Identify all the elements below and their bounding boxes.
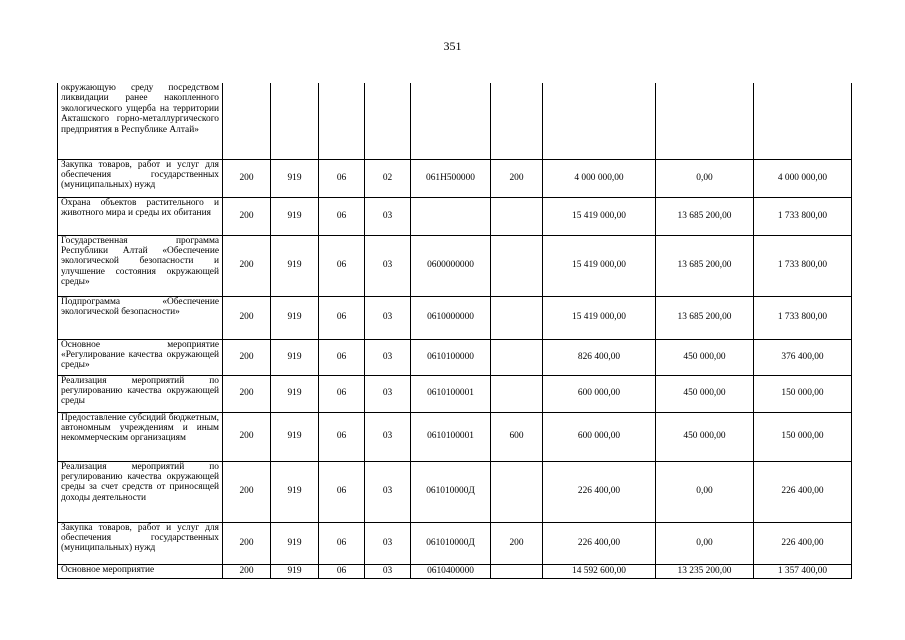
cell-sum2: 450 000,00 bbox=[656, 339, 754, 375]
cell-rz bbox=[319, 83, 365, 159]
cell-pr: 03 bbox=[365, 339, 411, 375]
cell-sum2 bbox=[656, 83, 754, 159]
table-row bbox=[58, 235, 852, 296]
cell-pr: 03 bbox=[365, 461, 411, 522]
budget-table bbox=[57, 83, 852, 579]
cell-ved: 919 bbox=[271, 197, 319, 235]
cell-rz: 06 bbox=[319, 461, 365, 522]
cell-sum3: 150 000,00 bbox=[754, 412, 852, 461]
cell-sum3 bbox=[754, 83, 852, 159]
cell-ved: 919 bbox=[271, 159, 319, 197]
row-name: Основное мероприятие «Регулирование качества окружающей среды» bbox=[58, 339, 223, 375]
cell-sum2: 450 000,00 bbox=[656, 412, 754, 461]
cell-rz: 06 bbox=[319, 339, 365, 375]
cell-sum1: 600 000,00 bbox=[543, 412, 656, 461]
table-row bbox=[58, 83, 852, 159]
cell-sum1: 226 400,00 bbox=[543, 522, 656, 564]
cell-admin: 200 bbox=[223, 339, 271, 375]
cell-sum1: 826 400,00 bbox=[543, 339, 656, 375]
table-row bbox=[58, 522, 852, 564]
cell-csr bbox=[411, 83, 491, 159]
cell-vr bbox=[491, 375, 543, 412]
cell-rz: 06 bbox=[319, 564, 365, 578]
table-row bbox=[58, 375, 852, 412]
cell-admin: 200 bbox=[223, 197, 271, 235]
cell-sum2: 0,00 bbox=[656, 522, 754, 564]
cell-sum1: 14 592 600,00 bbox=[543, 564, 656, 578]
cell-pr: 03 bbox=[365, 375, 411, 412]
cell-pr: 03 bbox=[365, 197, 411, 235]
cell-vr bbox=[491, 339, 543, 375]
table-row bbox=[58, 564, 852, 578]
cell-sum3: 1 357 400,00 bbox=[754, 564, 852, 578]
cell-vr bbox=[491, 197, 543, 235]
cell-pr: 02 bbox=[365, 159, 411, 197]
cell-csr: 0600000000 bbox=[411, 235, 491, 296]
cell-vr bbox=[491, 461, 543, 522]
cell-ved: 919 bbox=[271, 339, 319, 375]
cell-csr: 0610000000 bbox=[411, 296, 491, 339]
row-name: Закупка товаров, работ и услуг для обеспечения государственных (муниципальных) нужд bbox=[58, 522, 223, 564]
cell-vr: 600 bbox=[491, 412, 543, 461]
cell-admin bbox=[223, 83, 271, 159]
cell-pr bbox=[365, 83, 411, 159]
row-name: Основное мероприятие bbox=[58, 564, 223, 578]
cell-admin: 200 bbox=[223, 564, 271, 578]
table-row bbox=[58, 339, 852, 375]
cell-rz: 06 bbox=[319, 375, 365, 412]
cell-vr: 200 bbox=[491, 522, 543, 564]
cell-rz: 06 bbox=[319, 296, 365, 339]
cell-csr bbox=[411, 197, 491, 235]
cell-admin: 200 bbox=[223, 522, 271, 564]
cell-csr: 0610100000 bbox=[411, 339, 491, 375]
cell-ved: 919 bbox=[271, 522, 319, 564]
cell-sum3: 150 000,00 bbox=[754, 375, 852, 412]
cell-sum1: 4 000 000,00 bbox=[543, 159, 656, 197]
cell-sum1 bbox=[543, 83, 656, 159]
table-row bbox=[58, 412, 852, 461]
cell-csr: 061Н500000 bbox=[411, 159, 491, 197]
cell-sum2: 13 235 200,00 bbox=[656, 564, 754, 578]
row-name: Подпрограмма «Обеспечение экологической безопасности» bbox=[58, 296, 223, 339]
cell-vr bbox=[491, 564, 543, 578]
table-row bbox=[58, 159, 852, 197]
row-name: Предоставление субсидий бюджетным, автономным учреждениям и иным некоммерческим организациям bbox=[58, 412, 223, 461]
cell-rz: 06 bbox=[319, 522, 365, 564]
cell-sum2: 13 685 200,00 bbox=[656, 235, 754, 296]
cell-vr: 200 bbox=[491, 159, 543, 197]
row-name: Реализация мероприятий по регулированию качества окружающей среды bbox=[58, 375, 223, 412]
cell-rz: 06 bbox=[319, 159, 365, 197]
cell-sum2: 13 685 200,00 bbox=[656, 296, 754, 339]
cell-csr: 0610100001 bbox=[411, 375, 491, 412]
row-name: Охрана объектов растительного и животного мира и среды их обитания bbox=[58, 197, 223, 235]
cell-ved: 919 bbox=[271, 412, 319, 461]
cell-admin: 200 bbox=[223, 461, 271, 522]
cell-ved bbox=[271, 83, 319, 159]
cell-sum3: 1 733 800,00 bbox=[754, 197, 852, 235]
row-name: окружающую среду посредством ликвидации ранее накопленного экологического ущерба на территории Акташского горно-металлургического предприятия в Республике Алтай» bbox=[58, 83, 223, 159]
cell-sum3: 1 733 800,00 bbox=[754, 296, 852, 339]
cell-csr: 061010000Д bbox=[411, 522, 491, 564]
cell-sum1: 15 419 000,00 bbox=[543, 296, 656, 339]
cell-csr: 0610400000 bbox=[411, 564, 491, 578]
cell-sum3: 226 400,00 bbox=[754, 522, 852, 564]
row-name: Реализация мероприятий по регулированию качества окружающей среды за счет средств от приносящей доходы деятельности bbox=[58, 461, 223, 522]
cell-sum2: 13 685 200,00 bbox=[656, 197, 754, 235]
cell-admin: 200 bbox=[223, 375, 271, 412]
cell-pr: 03 bbox=[365, 235, 411, 296]
page-number: 351 bbox=[443, 39, 462, 53]
row-name: Закупка товаров, работ и услуг для обеспечения государственных (муниципальных) нужд bbox=[58, 159, 223, 197]
cell-sum3: 1 733 800,00 bbox=[754, 235, 852, 296]
table-row bbox=[58, 461, 852, 522]
cell-vr bbox=[491, 296, 543, 339]
cell-pr: 03 bbox=[365, 296, 411, 339]
row-name: Государственная программа Республики Алтай «Обеспечение экологической безопасности и улучшение состояния окружающей среды» bbox=[58, 235, 223, 296]
cell-rz: 06 bbox=[319, 235, 365, 296]
table-row bbox=[58, 197, 852, 235]
cell-csr: 0610100001 bbox=[411, 412, 491, 461]
cell-sum2: 0,00 bbox=[656, 461, 754, 522]
cell-rz: 06 bbox=[319, 197, 365, 235]
cell-ved: 919 bbox=[271, 235, 319, 296]
cell-sum2: 0,00 bbox=[656, 159, 754, 197]
cell-csr: 061010000Д bbox=[411, 461, 491, 522]
cell-rz: 06 bbox=[319, 412, 365, 461]
cell-sum1: 600 000,00 bbox=[543, 375, 656, 412]
cell-admin: 200 bbox=[223, 235, 271, 296]
cell-admin: 200 bbox=[223, 159, 271, 197]
cell-sum2: 450 000,00 bbox=[656, 375, 754, 412]
cell-ved: 919 bbox=[271, 296, 319, 339]
table-body bbox=[58, 83, 852, 578]
cell-admin: 200 bbox=[223, 296, 271, 339]
cell-ved: 919 bbox=[271, 564, 319, 578]
cell-pr: 03 bbox=[365, 522, 411, 564]
cell-sum3: 376 400,00 bbox=[754, 339, 852, 375]
cell-sum1: 15 419 000,00 bbox=[543, 235, 656, 296]
cell-pr: 03 bbox=[365, 564, 411, 578]
cell-sum1: 15 419 000,00 bbox=[543, 197, 656, 235]
cell-sum3: 4 000 000,00 bbox=[754, 159, 852, 197]
cell-pr: 03 bbox=[365, 412, 411, 461]
cell-sum1: 226 400,00 bbox=[543, 461, 656, 522]
cell-admin: 200 bbox=[223, 412, 271, 461]
cell-vr bbox=[491, 235, 543, 296]
table-row bbox=[58, 296, 852, 339]
cell-ved: 919 bbox=[271, 461, 319, 522]
cell-ved: 919 bbox=[271, 375, 319, 412]
cell-sum3: 226 400,00 bbox=[754, 461, 852, 522]
cell-vr bbox=[491, 83, 543, 159]
